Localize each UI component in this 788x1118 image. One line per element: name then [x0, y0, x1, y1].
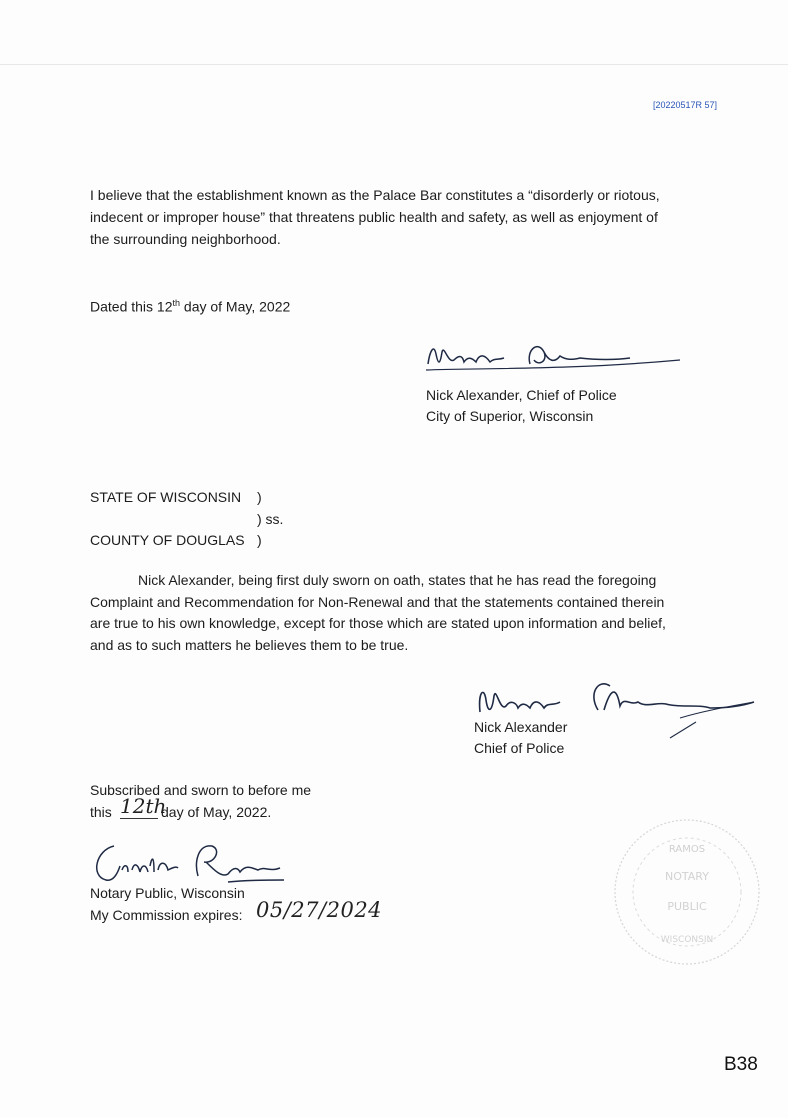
- venue-state: STATE OF WISCONSIN: [90, 489, 242, 505]
- seal-name: RAMOS: [668, 844, 706, 855]
- signature-notary: [88, 836, 288, 888]
- oath-line: are true to his own knowledge, except for those which are stated upon information and belief,: [90, 615, 666, 631]
- dated-prefix: Dated this 12: [90, 298, 173, 315]
- dated-sup: th: [172, 298, 181, 308]
- signature-chief-1: [420, 330, 690, 380]
- notary-this-prefix: this: [90, 804, 112, 820]
- oath-line: Complaint and Recommendation for Non-Renewal and that the statements contained therein: [90, 594, 665, 610]
- venue-paren-2: ): [257, 532, 262, 548]
- sig1-name-title: Nick Alexander, Chief of Police: [426, 387, 617, 403]
- oath-line: and as to such matters he believes them to be true.: [90, 637, 409, 653]
- venue-county: COUNTY OF DOUGLAS: [90, 532, 245, 548]
- complaint-line: indecent or improper house” that threatens public health and safety, as well as enjoyment of: [90, 209, 658, 225]
- top-rule: [0, 64, 788, 65]
- oath-line: Nick Alexander, being first duly sworn on oath, states that he has read the foregoing: [138, 572, 657, 588]
- sig2-title: Chief of Police: [474, 740, 565, 756]
- complaint-line: the surrounding neighborhood.: [90, 231, 281, 247]
- sig1-city: City of Superior, Wisconsin: [426, 408, 594, 424]
- notary-commission-label: My Commission expires:: [90, 907, 243, 923]
- complaint-line: I believe that the establishment known as the Palace Bar constitutes a “disorderly or riotous,: [90, 187, 660, 203]
- dated-line: [90, 294, 290, 316]
- notary-seal-icon: [612, 812, 762, 972]
- notary-subscribed: Subscribed and sworn to before me: [90, 782, 312, 798]
- page-label: B38: [724, 1054, 758, 1075]
- venue-ss: ) ss.: [257, 511, 284, 527]
- dated-suffix: day of May, 2022: [180, 298, 291, 315]
- day-underline: [120, 818, 158, 819]
- notary-day-handwritten: 12th: [120, 794, 167, 818]
- notary-this-suffix: day of May, 2022.: [161, 804, 272, 820]
- notary-commission-date: 05/27/2024: [256, 898, 383, 922]
- notary-title: Notary Public, Wisconsin: [90, 885, 245, 901]
- seal-word2: PUBLIC: [667, 900, 707, 913]
- reference-code: [20220517R 57]: [652, 100, 717, 110]
- venue-paren-1: ): [257, 489, 262, 505]
- sig2-name: Nick Alexander: [474, 719, 568, 735]
- seal-word: NOTARY: [665, 870, 709, 883]
- seal-state: WISCONSIN: [660, 935, 714, 945]
